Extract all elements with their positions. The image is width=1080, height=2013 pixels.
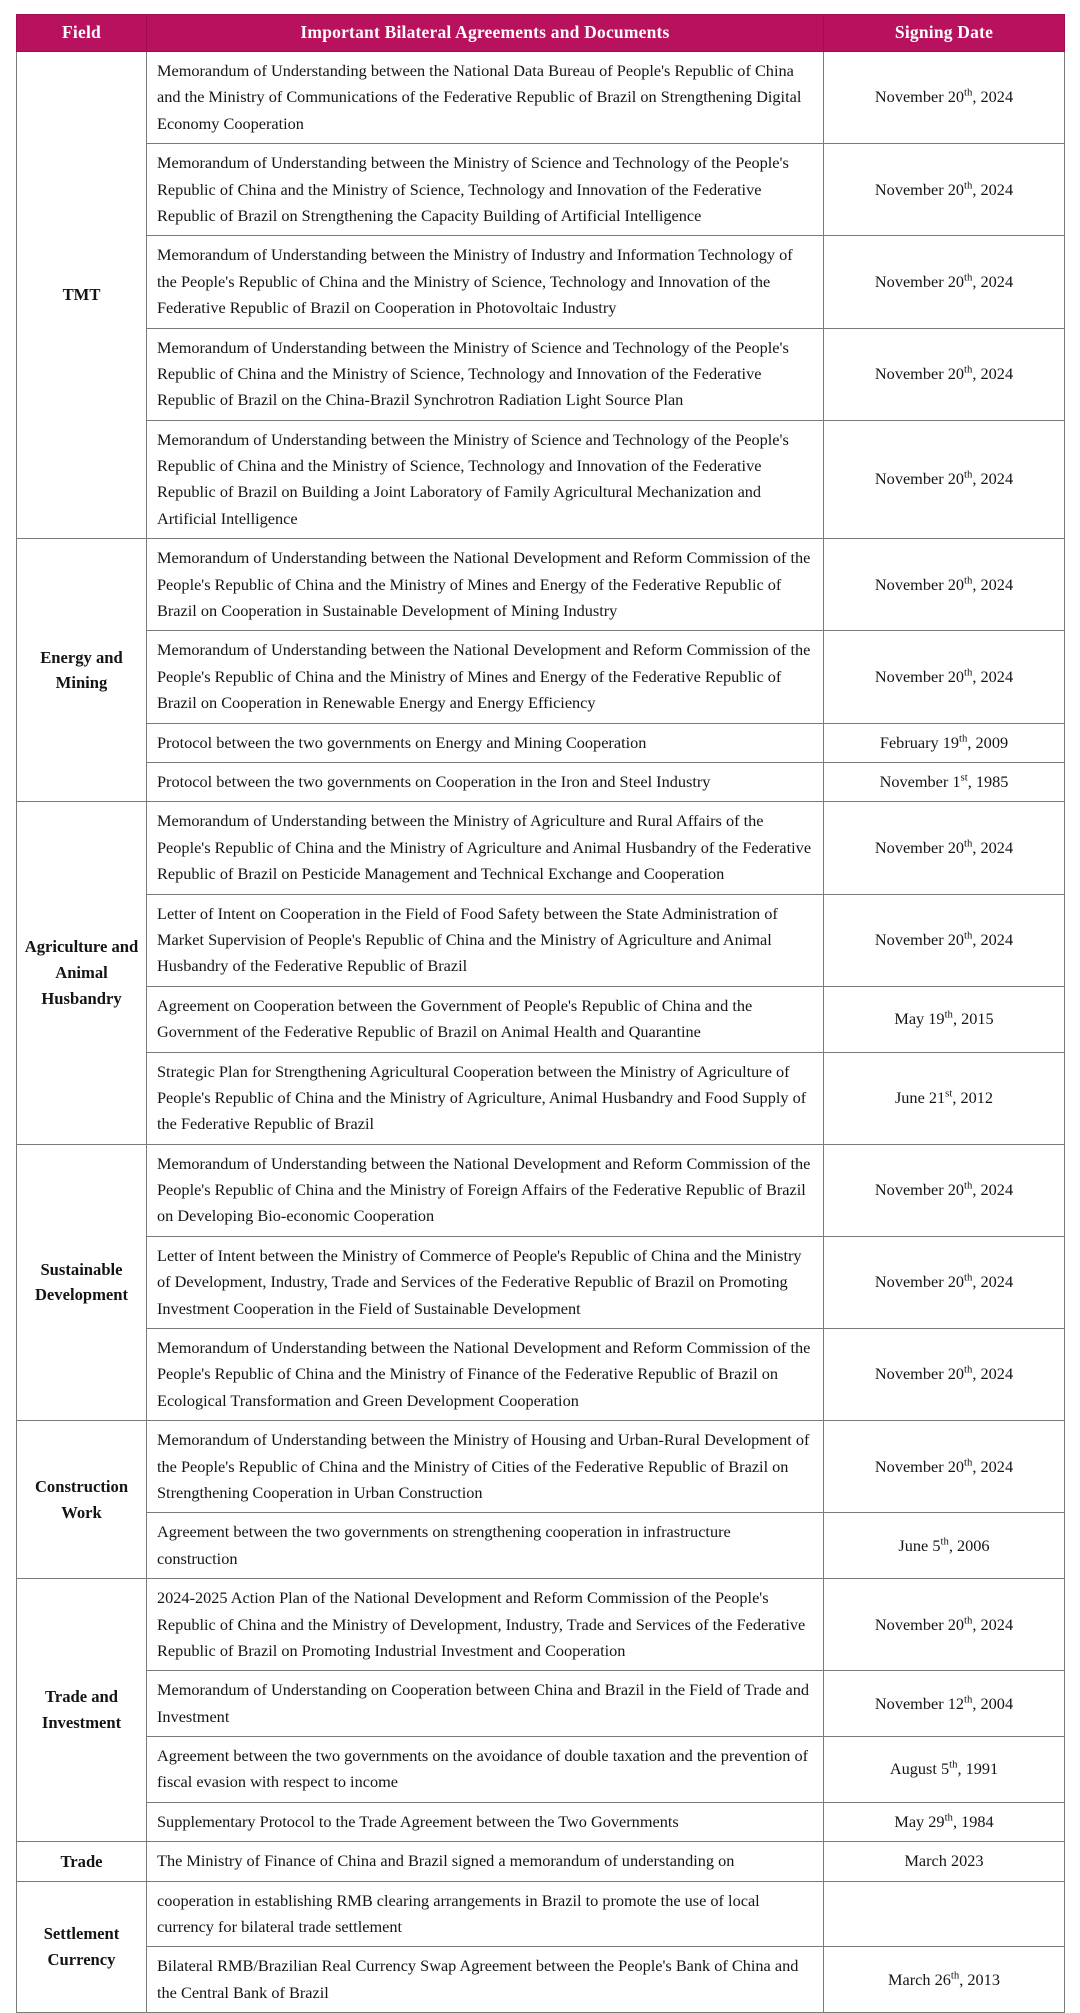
table-row (17, 986, 1065, 1052)
date-main: November 12 (874, 1693, 964, 1713)
document-cell: Agreement on Cooperation between the Government of People's Republic of China and the Government of the Federative Republic of Brazil on Animal Health and Quarantine (147, 986, 824, 1052)
date-ordinal-suffix: th (949, 1758, 958, 1771)
date-ordinal-suffix: th (964, 1456, 973, 1469)
signing-date-cell (824, 1421, 1065, 1513)
date-main: November 20 (874, 179, 964, 199)
date-main: November 20 (874, 666, 964, 686)
table-row (17, 1513, 1065, 1579)
date-main: November 20 (874, 1364, 964, 1384)
signing-date-cell (824, 539, 1065, 631)
date-ordinal-suffix: th (964, 468, 973, 481)
signing-date-cell (824, 986, 1065, 1052)
signing-date-cell (824, 894, 1065, 986)
date-ordinal-suffix: th (964, 1693, 973, 1706)
document-cell: Memorandum of Understanding between the National Development and Reform Commission of the People's Republic of China and the Ministry of Mines and Energy of the Federative Republic of Brazil on Cooperation in Renewable Energy and Energy Efficiency (147, 631, 824, 723)
document-cell: Memorandum of Understanding between the Ministry of Agriculture and Rural Affairs of the People's Republic of China and the Ministry of Agriculture and Animal Husbandry of the Federative Republic of Brazil on Pesticide Management and Technical Exchange and Cooperation (147, 802, 824, 894)
table-row (17, 1947, 1065, 2013)
header-row (17, 15, 1065, 52)
document-cell: Bilateral RMB/Brazilian Real Currency Swap Agreement between the People's Bank of China and the Central Bank of Brazil (147, 1947, 824, 2013)
table-row (17, 1737, 1065, 1803)
document-cell: Memorandum of Understanding between the Ministry of Housing and Urban-Rural Development of the People's Republic of China and the Ministry of Cities of the Federative Republic of Brazil on Strengthening Cooperation in Urban Construction (147, 1421, 824, 1513)
document-cell: Memorandum of Understanding between the National Development and Reform Commission of the People's Republic of China and the Ministry of Foreign Affairs of the Federative Republic of Brazil on Developing Bio-economic Cooperation (147, 1144, 824, 1236)
date-main: November 20 (874, 469, 964, 489)
table-row (17, 52, 1065, 144)
table-row (17, 894, 1065, 986)
date-main: November 20 (874, 1272, 964, 1292)
signing-date-cell (824, 1513, 1065, 1579)
date-ordinal-suffix: st (945, 1087, 953, 1100)
signing-date-cell (824, 802, 1065, 894)
signing-date-cell (824, 144, 1065, 236)
table-row (17, 1421, 1065, 1513)
signing-date-cell (824, 1737, 1065, 1803)
signing-date-cell (824, 236, 1065, 328)
date-main: November 20 (874, 1180, 964, 1200)
signing-date-cell (824, 52, 1065, 144)
date-main: May 29 (894, 1811, 945, 1831)
field-cell: Settlement Currency (17, 1881, 147, 2013)
table-row (17, 802, 1065, 894)
date-ordinal-suffix: th (944, 1811, 953, 1824)
table-row (17, 1329, 1065, 1421)
table-row (17, 420, 1065, 539)
date-main: November 20 (874, 929, 964, 949)
document-cell: Agreement between the two governments on strengthening cooperation in infrastructure construction (147, 1513, 824, 1579)
document-cell: Memorandum of Understanding between the Ministry of Industry and Information Technology of the People's Republic of China and the Ministry of Science, Technology and Innovation of the Federative Republic of Brazil on Cooperation in Photovoltaic Industry (147, 236, 824, 328)
document-cell: Letter of Intent between the Ministry of Commerce of People's Republic of China and the Ministry of Development, Industry, Trade and Services of the Federative Republic of Brazil on Promoting Investment Cooperation in the Field of Sustainable Development (147, 1236, 824, 1328)
column-header-field: Field (17, 15, 147, 52)
date-year: , 2024 (972, 179, 1014, 199)
date-ordinal-suffix: st (960, 771, 968, 784)
date-year: , 2004 (972, 1693, 1014, 1713)
date-year: , 2024 (972, 1180, 1014, 1200)
document-cell: The Ministry of Finance of China and Brazil signed a memorandum of understanding on (147, 1842, 824, 1881)
date-main: November 20 (874, 1614, 964, 1634)
table-row (17, 1144, 1065, 1236)
field-cell: Construction Work (17, 1421, 147, 1579)
date-ordinal-suffix: th (964, 1363, 973, 1376)
date-year: , 2013 (959, 1969, 1000, 1989)
date-main: November 1 (879, 771, 961, 791)
signing-date-cell (824, 1802, 1065, 1841)
date-ordinal-suffix: th (950, 1969, 960, 1982)
signing-date-cell (824, 762, 1065, 801)
date-main: March 26 (888, 1969, 951, 1989)
table-row (17, 1881, 1065, 1947)
table-row (17, 723, 1065, 762)
date-year: , 2024 (972, 1364, 1014, 1384)
table-row (17, 631, 1065, 723)
field-cell: Sustainable Development (17, 1144, 147, 1421)
date-year: , 2024 (972, 1456, 1014, 1476)
date-year: , 2024 (972, 837, 1014, 857)
table-row (17, 762, 1065, 801)
document-cell: Protocol between the two governments on Cooperation in the Iron and Steel Industry (147, 762, 824, 801)
table-row (17, 1236, 1065, 1328)
table-row (17, 1671, 1065, 1737)
date-ordinal-suffix: th (944, 1008, 953, 1021)
table-header (17, 15, 1065, 52)
document-cell: Agreement between the two governments on the avoidance of double taxation and the prevention of fiscal evasion with respect to income (147, 1737, 824, 1803)
table-row (17, 1842, 1065, 1881)
date-ordinal-suffix: th (964, 363, 973, 376)
date-ordinal-suffix: th (940, 1535, 949, 1548)
date-ordinal-suffix: th (964, 666, 973, 679)
signing-date-cell (824, 1236, 1065, 1328)
signing-date-cell (824, 1842, 1065, 1881)
signing-date-cell (824, 1144, 1065, 1236)
bilateral-agreements-table (16, 14, 1065, 2013)
date-main: November 20 (874, 271, 964, 291)
date-main: November 20 (874, 363, 964, 383)
date-year: , 1984 (952, 1811, 994, 1831)
date-year: , 2024 (972, 929, 1014, 949)
signing-date-cell (824, 1947, 1065, 2013)
document-cell: Supplementary Protocol to the Trade Agreement between the Two Governments (147, 1802, 824, 1841)
date-ordinal-suffix: th (964, 1179, 973, 1192)
date-main: November 20 (874, 574, 964, 594)
signing-date-cell (824, 723, 1065, 762)
date-main: November 20 (874, 1456, 964, 1476)
table-row (17, 1579, 1065, 1671)
date-ordinal-suffix: th (964, 574, 973, 587)
table-row (17, 328, 1065, 420)
signing-date-cell (824, 1881, 1065, 1947)
field-cell: Trade and Investment (17, 1579, 147, 1842)
document-cell: Memorandum of Understanding between the National Development and Reform Commission of the People's Republic of China and the Ministry of Mines and Energy of the Federative Republic of Brazil on Cooperation in Sustainable Development of Mining Industry (147, 539, 824, 631)
document-cell: Strategic Plan for Strengthening Agricultural Cooperation between the Ministry of Agriculture of People's Republic of China and the Ministry of Agriculture, Animal Husbandry and Food Supply of the Federative Republic of Brazil (147, 1052, 824, 1144)
date-year: , 2024 (972, 271, 1014, 291)
table-row (17, 1052, 1065, 1144)
document-cell: Memorandum of Understanding on Cooperation between China and Brazil in the Field of Trade and Investment (147, 1671, 824, 1737)
signing-date-cell (824, 1579, 1065, 1671)
date-year: , 2009 (967, 732, 1009, 752)
table-row (17, 1802, 1065, 1841)
document-cell: Memorandum of Understanding between the National Data Bureau of People's Republic of China and the Ministry of Communications of the Federative Republic of Brazil on Strengthening Digital Economy Cooperation (147, 52, 824, 144)
date-year: , 2006 (948, 1535, 990, 1555)
document-cell: Letter of Intent on Cooperation in the Field of Food Safety between the State Administration of Market Supervision of People's Republic of China and the Ministry of Agriculture and Animal Husbandry of the Federative Republic of Brazil (147, 894, 824, 986)
date-main: August 5 (889, 1759, 950, 1779)
signing-date-cell (824, 1329, 1065, 1421)
column-header-signing-date: Signing Date (824, 15, 1065, 52)
field-cell: Energy and Mining (17, 539, 147, 802)
date-ordinal-suffix: th (964, 929, 973, 942)
date-year: , 2024 (972, 469, 1014, 489)
field-cell: TMT (17, 52, 147, 539)
date-year: , 2015 (952, 1008, 994, 1028)
document-cell: Memorandum of Understanding between the Ministry of Science and Technology of the People's Republic of China and the Ministry of Science, Technology and Innovation of the Federative Republic of Brazil on Strengthening the Capacity Building of Artificial Intelligence (147, 144, 824, 236)
date-year: , 1991 (957, 1759, 999, 1779)
date-main: June 5 (898, 1535, 941, 1555)
table-body (17, 52, 1065, 2013)
table-row (17, 236, 1065, 328)
date-ordinal-suffix: th (964, 1614, 973, 1627)
date-year: , 2012 (952, 1087, 994, 1107)
document-cell: Memorandum of Understanding between the National Development and Reform Commission of the People's Republic of China and the Ministry of Finance of the Federative Republic of Brazil on Ecological Transformation and Green Development Cooperation (147, 1329, 824, 1421)
document-cell: Protocol between the two governments on Energy and Mining Cooperation (147, 723, 824, 762)
document-cell: 2024-2025 Action Plan of the National Development and Reform Commission of the People's Republic of China and the Ministry of Development, Industry, Trade and Services of the Federative Republic of Brazil on Promoting Industrial Investment and Cooperation (147, 1579, 824, 1671)
date-year: , 1985 (967, 771, 1009, 791)
date-ordinal-suffix: th (959, 732, 968, 745)
date-main: May 19 (894, 1008, 945, 1028)
date-year: , 2024 (972, 1614, 1014, 1634)
date-year: , 2024 (972, 87, 1014, 107)
table-row (17, 144, 1065, 236)
date-ordinal-suffix: th (964, 271, 973, 284)
date-year: , 2024 (972, 666, 1014, 686)
signing-date-cell (824, 328, 1065, 420)
date-main: June 21 (894, 1087, 946, 1107)
date-ordinal-suffix: th (964, 179, 973, 192)
date-main: November 20 (874, 837, 964, 857)
date-main: February 19 (879, 732, 960, 752)
signing-date-cell (824, 1052, 1065, 1144)
document-cell: Memorandum of Understanding between the Ministry of Science and Technology of the People's Republic of China and the Ministry of Science, Technology and Innovation of the Federative Republic of Brazil on the China-Brazil Synchrotron Radiation Light Source Plan (147, 328, 824, 420)
date-year: , 2024 (972, 574, 1014, 594)
signing-date-cell (824, 631, 1065, 723)
date-ordinal-suffix: th (964, 837, 973, 850)
document-cell: cooperation in establishing RMB clearing arrangements in Brazil to promote the use of local currency for bilateral trade settlement (147, 1881, 824, 1947)
date-main: March 2023 (904, 1851, 984, 1871)
date-main: November 20 (874, 87, 964, 107)
table-row (17, 539, 1065, 631)
date-ordinal-suffix: th (964, 1271, 973, 1284)
document-cell: Memorandum of Understanding between the Ministry of Science and Technology of the People's Republic of China and the Ministry of Science, Technology and Innovation of the Federative Republic of Brazil on Building a Joint Laboratory of Family Agricultural Mechanization and Artificial Intelligence (147, 420, 824, 539)
date-year: , 2024 (972, 363, 1014, 383)
field-cell: Agriculture and Animal Husbandry (17, 802, 147, 1144)
date-ordinal-suffix: th (964, 86, 973, 99)
field-cell: Trade (17, 1842, 147, 1881)
signing-date-cell (824, 420, 1065, 539)
column-header-document: Important Bilateral Agreements and Documents (147, 15, 824, 52)
signing-date-cell (824, 1671, 1065, 1737)
date-year: , 2024 (972, 1272, 1014, 1292)
